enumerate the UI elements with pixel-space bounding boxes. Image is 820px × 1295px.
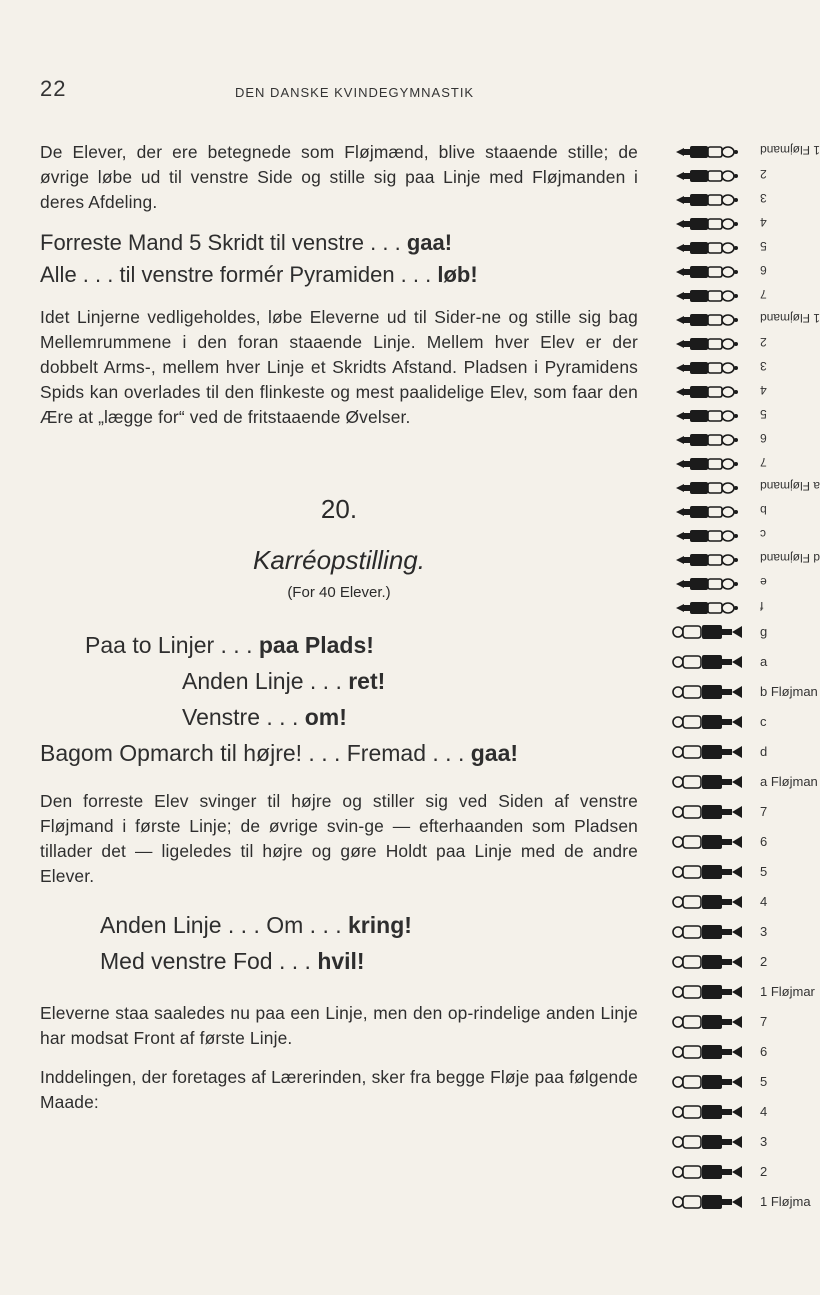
upper-figure-row [668, 188, 800, 212]
figure-label: 7 [760, 1014, 768, 1029]
gymnast-figure-icon [676, 216, 740, 232]
gymnast-figure-icon [676, 528, 740, 544]
main-text-column [40, 140, 638, 1115]
upper-figure-row [668, 428, 800, 452]
gymnast-figure-icon [676, 144, 740, 160]
lower-figure-row [668, 1190, 811, 1214]
gymnast-figure-icon [672, 1072, 746, 1092]
gymnast-figure-icon [676, 576, 740, 592]
lower-figure-row [668, 920, 800, 944]
figure-label: 6 [760, 263, 767, 277]
lower-figure-row [668, 890, 800, 914]
upper-figure-row [668, 212, 800, 236]
gymnast-figure-icon [676, 312, 740, 328]
lower-figure-row [668, 710, 800, 734]
figure-label: 1 Fløjmar [760, 984, 815, 999]
running-title: DEN DANSKE KVINDEGYMNASTIK [235, 85, 475, 100]
gymnast-figure-icon [676, 240, 740, 256]
formation-diagram [668, 140, 820, 1290]
section-number: 20. [320, 494, 358, 524]
gymnast-figure-icon [672, 712, 746, 732]
gymnast-figure-icon [676, 384, 740, 400]
command-block [40, 627, 638, 771]
lower-figure-row [668, 800, 800, 824]
upper-figure-row [668, 284, 800, 308]
gymnast-figure-icon [672, 982, 746, 1002]
paragraph-4: Eleverne staa saaledes nu paa een Linje, men den op-rindelige anden Linje har modsat Front af første Linje. [40, 1003, 638, 1048]
command-word: hvil! [317, 948, 365, 974]
figure-label: b Fløjman [760, 684, 818, 699]
command-word: paa Plads! [258, 632, 374, 658]
gymnast-figure-icon [672, 832, 746, 852]
gymnast-figure-icon [676, 600, 740, 616]
gymnast-figure-icon [676, 168, 740, 184]
command-word: om! [304, 704, 347, 730]
lower-figure-row [668, 860, 800, 884]
command-text: Anden Linje . . . [182, 668, 342, 694]
gymnast-figure-icon [672, 682, 746, 702]
figure-label: 5 [760, 864, 768, 879]
gymnast-figure-icon [672, 952, 746, 972]
gymnast-figure-icon [672, 772, 746, 792]
paragraph-3: Den forreste Elev svinger til højre og stiller sig ved Siden af venstre Fløjmand i første Linje; de øvrige svin-ge — efterhaanden som Pladsen tillader det — ligeledes til højre og gøre Holdt paa Linje med de andre Elever. [40, 791, 638, 886]
figure-label: 3 [760, 1134, 768, 1149]
figure-label: e [760, 575, 767, 589]
upper-figure-row [668, 500, 800, 524]
upper-figure-row [668, 548, 820, 572]
figure-label: 2 [760, 167, 767, 181]
figure-label: 3 [760, 924, 768, 939]
command-word: kring! [348, 912, 412, 938]
command-line-3 [40, 627, 638, 663]
figure-label: 6 [760, 431, 767, 445]
upper-figure-row [668, 596, 800, 620]
figure-label: c [760, 527, 766, 541]
figure-label: 4 [760, 383, 767, 397]
figure-label: 4 [760, 1104, 768, 1119]
command-text: Venstre . . . [182, 704, 299, 730]
figure-label: 5 [760, 407, 767, 421]
lower-figure-row [668, 1010, 800, 1034]
figure-label: 5 [760, 1074, 768, 1089]
lower-figure-row [668, 1040, 800, 1064]
gymnast-figure-icon [676, 288, 740, 304]
lower-figure-row [668, 980, 815, 1004]
gymnast-figure-icon [672, 892, 746, 912]
gymnast-figure-icon [672, 1162, 746, 1182]
lower-figure-row [668, 650, 800, 674]
command-line-7 [40, 907, 638, 943]
gymnast-figure-icon [672, 742, 746, 762]
figure-label: 2 [760, 1164, 768, 1179]
gymnast-figure-icon [672, 862, 746, 882]
lower-figure-row [668, 950, 800, 974]
figure-label: g [760, 624, 768, 639]
upper-figure-row [668, 260, 800, 284]
figure-label: 3 [760, 359, 767, 373]
upper-figure-row [668, 308, 820, 332]
lower-figure-row [668, 620, 800, 644]
command-word: løb! [437, 262, 478, 287]
figure-label: 4 [760, 894, 768, 909]
command-line-2 [40, 259, 638, 291]
figure-label: 1 Fløjmand [760, 143, 820, 157]
gymnast-figure-icon [672, 1132, 746, 1152]
command-line-8 [40, 943, 638, 979]
upper-figure-row [668, 524, 800, 548]
paragraph-5: Inddelingen, der foretages af Lærerinden, sker fra begge Fløje paa følgende Maade: [40, 1067, 638, 1112]
command-text: Med venstre Fod . . . [100, 948, 311, 974]
gymnast-figure-icon [676, 504, 740, 520]
section-subtitle: (For 40 Elever.) [287, 584, 391, 601]
upper-figure-row [668, 404, 800, 428]
page-number: 22 [40, 76, 67, 101]
figure-label: a Fløjmand [760, 479, 820, 493]
figure-label: 5 [760, 239, 767, 253]
gymnast-figure-icon [676, 456, 740, 472]
upper-figure-row [668, 164, 800, 188]
figure-label: 2 [760, 954, 768, 969]
lower-figure-row [668, 1070, 800, 1094]
figure-label: 6 [760, 834, 768, 849]
section-title: Karréopstilling. [253, 545, 425, 575]
gymnast-figure-icon [672, 622, 746, 642]
lower-figure-row [668, 1100, 800, 1124]
upper-figure-row [668, 332, 800, 356]
upper-figure-row [668, 452, 800, 476]
command-line-1 [40, 227, 638, 259]
lower-figure-row [668, 1160, 800, 1184]
figure-label: f [760, 599, 764, 613]
figure-label: a Fløjman [760, 774, 818, 789]
gymnast-figure-icon [672, 802, 746, 822]
lower-figure-row [668, 770, 818, 794]
figure-label: a [760, 654, 768, 669]
lower-figure-row [668, 740, 800, 764]
paragraph-2: Idet Linjerne vedligeholdes, løbe Eleverne ud til Sider-ne og stille sig bag Mellemrummene i den foran staaende Linje. Mellem hver Elev er der dobbelt Arms-, mellem hver Linje et Skridts Afstand. Pladsen i Pyramidens Spids kan overlades til den flinkeste og mest paalidelige Elev, som faar den Ære at „lægge for“ ved de fritstaaende Øvelser. [40, 307, 638, 427]
figure-label: 7 [760, 455, 767, 469]
command-word: gaa! [470, 740, 519, 766]
gymnast-figure-icon [672, 1102, 746, 1122]
figure-label: 4 [760, 215, 767, 229]
figure-label: 1 Fløjmand [760, 311, 820, 325]
figure-label: b [760, 503, 767, 517]
figure-label: c [760, 714, 767, 729]
command-block-2 [40, 907, 638, 979]
figure-label: 2 [760, 335, 767, 349]
figure-label: d Fløjmand [760, 551, 820, 565]
command-text: Bagom Opmarch til højre! . . . Fremad . . . [40, 740, 465, 766]
command-text: Forreste Mand 5 Skridt til venstre . . . [40, 230, 401, 255]
gymnast-figure-icon [676, 432, 740, 448]
figure-label: 7 [760, 287, 767, 301]
gymnast-figure-icon [676, 408, 740, 424]
figure-label: 3 [760, 191, 767, 205]
command-line-5 [40, 699, 638, 735]
upper-figure-row [668, 572, 800, 596]
upper-figure-row [668, 140, 820, 164]
gymnast-figure-icon [672, 1192, 746, 1212]
lower-figure-row [668, 830, 800, 854]
command-line-4 [40, 663, 638, 699]
upper-figure-row [668, 236, 800, 260]
command-text: Paa to Linjer . . . [85, 632, 253, 658]
gymnast-figure-icon [676, 552, 740, 568]
upper-figure-row [668, 356, 800, 380]
gymnast-figure-icon [676, 336, 740, 352]
figure-label: d [760, 744, 768, 759]
page-header [40, 76, 510, 106]
upper-figure-row [668, 380, 800, 404]
gymnast-figure-icon [676, 192, 740, 208]
command-word: gaa! [406, 230, 453, 255]
figure-label: 6 [760, 1044, 768, 1059]
gymnast-figure-icon [672, 652, 746, 672]
command-text: Alle . . . til venstre formér Pyramiden . . . [40, 262, 432, 287]
command-text: Anden Linje . . . Om . . . [100, 912, 342, 938]
lower-figure-row [668, 680, 818, 704]
upper-figure-row [668, 476, 820, 500]
gymnast-figure-icon [672, 922, 746, 942]
gymnast-figure-icon [672, 1042, 746, 1062]
gymnast-figure-icon [676, 264, 740, 280]
paragraph-1: De Elever, der ere betegnede som Fløjmænd, blive staaende stille; de øvrige løbe ud til venstre Side og stille sig paa Linje med Fløjmanden i deres Afdeling. [40, 142, 638, 212]
gymnast-figure-icon [672, 1012, 746, 1032]
command-word: ret! [348, 668, 386, 694]
figure-label: 7 [760, 804, 768, 819]
gymnast-figure-icon [676, 360, 740, 376]
lower-figure-row [668, 1130, 800, 1154]
command-line-6 [40, 735, 638, 771]
figure-label: 1 Fløjma [760, 1194, 811, 1209]
gymnast-figure-icon [676, 480, 740, 496]
